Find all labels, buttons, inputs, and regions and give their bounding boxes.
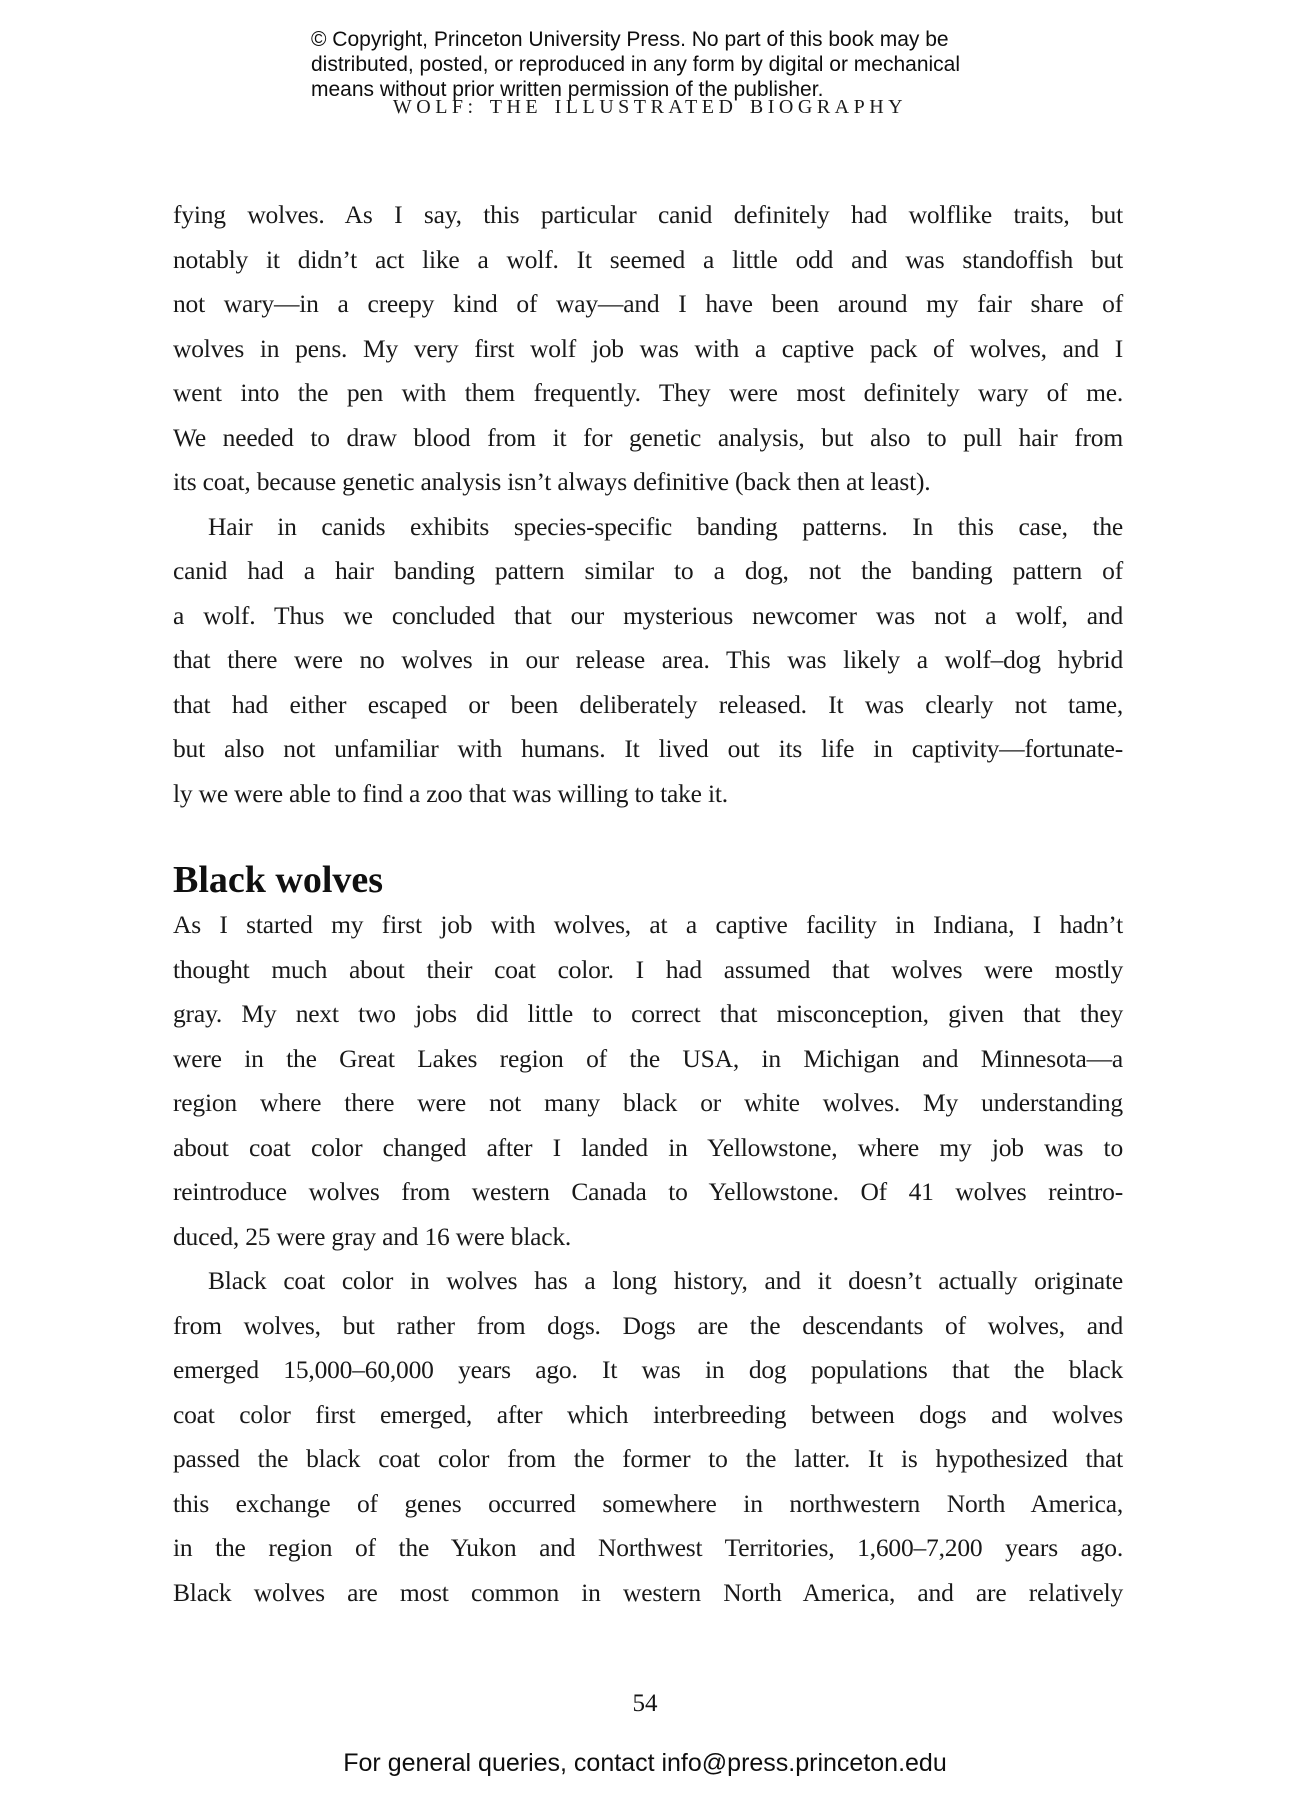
text-line: went into the pen with them frequently. They were most definitely wary of me. bbox=[173, 378, 1123, 407]
text-line: Black coat color in wolves has a long history, and it doesn’t actually originate bbox=[208, 1266, 1123, 1295]
copyright-notice bbox=[311, 27, 960, 102]
text-line: duced, 25 were gray and 16 were black. bbox=[173, 1221, 572, 1251]
text-line: gray. My next two jobs did little to correct that misconception, given that they bbox=[173, 999, 1123, 1028]
text-line: notably it didn’t act like a wolf. It seemed a little odd and was standoffish but bbox=[173, 244, 1123, 274]
text-line: coat color first emerged, after which interbreeding between dogs and wolves bbox=[173, 1399, 1123, 1429]
text-line: from wolves, but rather from dogs. Dogs are the descendants of wolves, and bbox=[173, 1310, 1123, 1340]
text-line: a wolf. Thus we concluded that our mysterious newcomer was not a wolf, and bbox=[173, 600, 1123, 630]
page-number: 54 bbox=[632, 1690, 658, 1717]
text-line: Hair in canids exhibits species-specific banding patterns. In this case, the bbox=[208, 511, 1123, 541]
copyright-line: means without prior written permission of the publisher. bbox=[311, 78, 824, 101]
text-line: reintroduce wolves from western Canada to Yellowstone. Of 41 wolves reintro- bbox=[173, 1177, 1123, 1206]
text-line: region where there were not many black or white wolves. My understanding bbox=[173, 1088, 1123, 1117]
text-line: passed the black coat color from the former to the latter. It is hypothesized that bbox=[173, 1444, 1123, 1473]
text-line: were in the Great Lakes region of the USA, in Michigan and Minnesota—a bbox=[173, 1043, 1123, 1073]
text-line: fying wolves. As I say, this particular canid definitely had wolflike traits, but bbox=[173, 200, 1123, 229]
text-line: that had either escaped or been deliberately released. It was clearly not tame, bbox=[173, 689, 1123, 719]
text-line: not wary—in a creepy kind of way—and I have been around my fair share of bbox=[173, 289, 1123, 318]
text-line: canid had a hair banding pattern similar to a dog, not the banding pattern of bbox=[173, 556, 1123, 585]
running-head: WOLF: THE ILLUSTRATED BIOGRAPHY bbox=[392, 96, 908, 118]
text-line: but also not unfamiliar with humans. It lived out its life in captivity—fortunate- bbox=[173, 734, 1123, 763]
text-line: that there were no wolves in our release area. This was likely a wolf–dog hybrid bbox=[173, 645, 1123, 674]
text-line: wolves in pens. My very first wolf job was with a captive pack of wolves, and I bbox=[173, 333, 1123, 363]
paragraph bbox=[173, 505, 1123, 817]
text-line: emerged 15,000–60,000 years ago. It was in dog populations that the black bbox=[173, 1355, 1123, 1384]
footer-contact: For general queries, contact info@press.princeton.edu bbox=[343, 1749, 947, 1777]
text-line: this exchange of genes occurred somewhere in northwestern North America, bbox=[173, 1488, 1123, 1518]
text-line: ly we were able to find a zoo that was willing to take it. bbox=[173, 778, 728, 808]
text-line: As I started my first job with wolves, at a captive facility in Indiana, I hadn’t bbox=[173, 910, 1123, 939]
text-line: about coat color changed after I landed in Yellowstone, where my job was to bbox=[173, 1132, 1123, 1162]
paragraph bbox=[173, 1259, 1123, 1615]
text-line: Black wolves are most common in western North America, and are relatively bbox=[173, 1577, 1123, 1607]
paragraph bbox=[173, 903, 1123, 1259]
copyright-line: © Copyright, Princeton University Press. No part of this book may be bbox=[311, 28, 949, 51]
text-line: its coat, because genetic analysis isn’t always definitive (back then at least). bbox=[173, 467, 931, 496]
copyright-line: distributed, posted, or reproduced in any form by digital or mechanical bbox=[311, 53, 961, 76]
text-line: thought much about their coat color. I had assumed that wolves were mostly bbox=[173, 954, 1123, 984]
body-text bbox=[173, 193, 1123, 1615]
text-line: in the region of the Yukon and Northwest Territories, 1,600–7,200 years ago. bbox=[173, 1533, 1123, 1562]
paragraph bbox=[173, 193, 1123, 505]
section-heading: Black wolves bbox=[173, 859, 384, 901]
text-line: We needed to draw blood from it for genetic analysis, but also to pull hair from bbox=[173, 422, 1123, 452]
